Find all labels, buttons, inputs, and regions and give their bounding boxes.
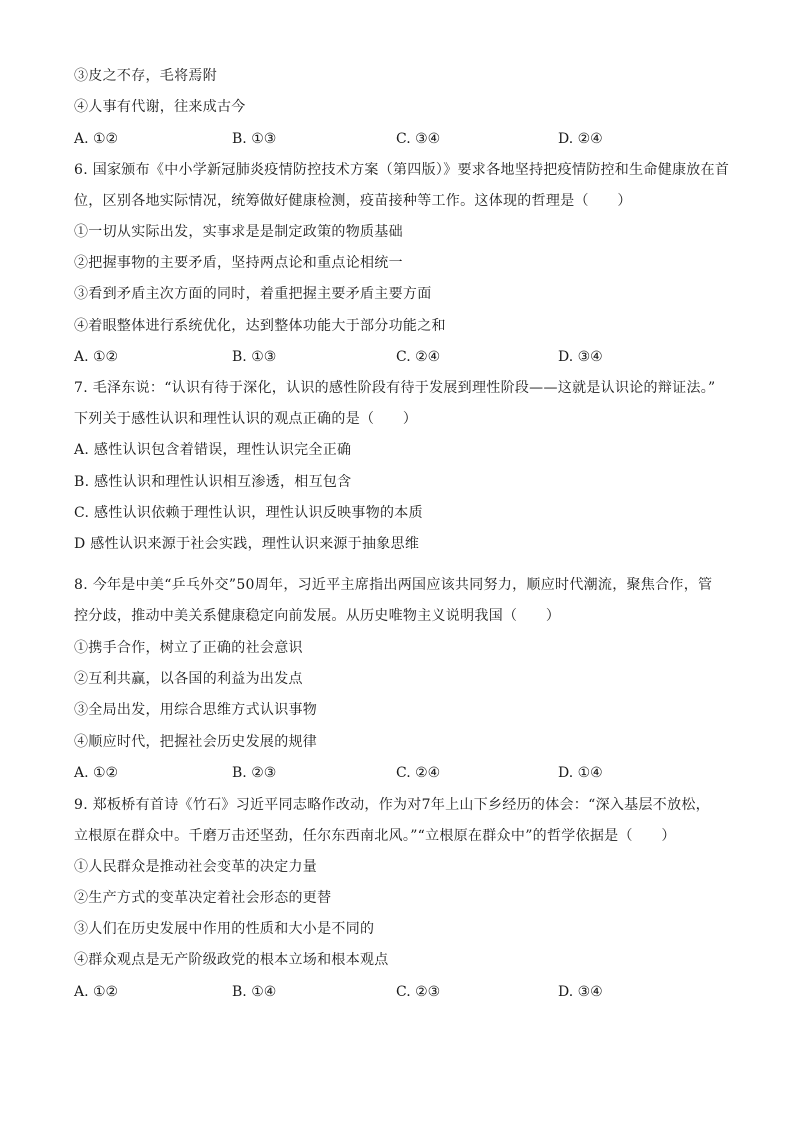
option-d: D. ③④ bbox=[558, 984, 603, 1000]
q9-statement-4: ④群众观点是无产阶级政党的根本立场和根本观点 bbox=[74, 952, 389, 968]
q8-statement-1: ①携手合作，树立了正确的社会意识 bbox=[74, 640, 303, 656]
options-row-q6 bbox=[74, 347, 734, 367]
q7-option-d: D 感性认识来源于社会实践，理性认识来源于抽象思维 bbox=[74, 536, 420, 552]
question-6-stem-line1: 6. 国家颁布《中小学新冠肺炎疫情防控技术方案（第四版）》要求各地坚持把疫情防控和生命健康放在首 bbox=[74, 162, 730, 178]
q6-statement-3: ③看到矛盾主次方面的同时，着重把握主要矛盾主要方面 bbox=[74, 286, 432, 302]
option-d: D. ③④ bbox=[558, 349, 603, 365]
option-b: B. ②③ bbox=[232, 765, 277, 781]
options-row-q8 bbox=[74, 763, 734, 783]
q9-statement-2: ②生产方式的变革决定着社会形态的更替 bbox=[74, 890, 332, 906]
options-row-q5 bbox=[74, 129, 734, 149]
option-a: A. ①② bbox=[74, 765, 119, 781]
statement-4: ④人事有代谢，往来成古今 bbox=[74, 99, 246, 115]
q6-statement-4: ④着眼整体进行系统优化，达到整体功能大于部分功能之和 bbox=[74, 318, 446, 334]
question-9-stem-line2: 立根原在群众中。千磨万击还坚劲，任尔东西南北风。”“立根原在群众中”的哲学依据是（ ） bbox=[74, 828, 676, 844]
q7-option-a: A. 感性认识包含着错误，理性认识完全正确 bbox=[74, 442, 352, 458]
option-c: C. ②④ bbox=[396, 349, 441, 365]
options-row-q9 bbox=[74, 982, 734, 1002]
option-b: B. ①③ bbox=[232, 349, 277, 365]
question-7-stem-line2: 下列关于感性认识和理性认识的观点正确的是（ ） bbox=[74, 411, 418, 427]
statement-3: ③皮之不存，毛将焉附 bbox=[74, 68, 217, 84]
q9-statement-1: ①人民群众是推动社会变革的决定力量 bbox=[74, 859, 318, 875]
question-6-stem-line2: 位，区别各地实际情况，统筹做好健康检测，疫苗接种等工作。这体现的哲理是（ ） bbox=[74, 193, 632, 209]
option-d: D. ①④ bbox=[558, 765, 603, 781]
question-8-stem-line1: 8. 今年是中美“乒乓外交”50周年，习近平主席指出两国应该共同努力，顺应时代潮流，聚焦合作，管 bbox=[74, 577, 713, 593]
q8-statement-2: ②互利共赢，以各国的利益为出发点 bbox=[74, 671, 303, 687]
option-a: A. ①② bbox=[74, 984, 119, 1000]
question-7-stem-line1: 7. 毛泽东说：“认识有待于深化，认识的感性阶段有待于发展到理性阶段——这就是认识论的辩证法。” bbox=[74, 380, 716, 396]
option-c: C. ②③ bbox=[396, 984, 441, 1000]
q8-statement-4: ④顺应时代，把握社会历史发展的规律 bbox=[74, 734, 318, 750]
option-a: A. ①② bbox=[74, 349, 119, 365]
option-a: A. ①② bbox=[74, 131, 119, 147]
option-b: B. ①④ bbox=[232, 984, 277, 1000]
q8-statement-3: ③全局出发，用综合思维方式认识事物 bbox=[74, 702, 318, 718]
option-c: C. ③④ bbox=[396, 131, 441, 147]
q9-statement-3: ③人们在历史发展中作用的性质和大小是不同的 bbox=[74, 921, 375, 937]
question-8-stem-line2: 控分歧，推动中美关系健康稳定向前发展。从历史唯物主义说明我国（ ） bbox=[74, 608, 561, 624]
q6-statement-2: ②把握事物的主要矛盾，坚持两点论和重点论相统一 bbox=[74, 255, 403, 271]
option-b: B. ①③ bbox=[232, 131, 277, 147]
q7-option-b: B. 感性认识和理性认识相互渗透，相互包含 bbox=[74, 474, 352, 490]
q7-option-c: C. 感性认识依赖于理性认识，理性认识反映事物的本质 bbox=[74, 505, 423, 521]
q6-statement-1: ①一切从实际出发，实事求是是制定政策的物质基础 bbox=[74, 224, 403, 240]
question-9-stem-line1: 9. 郑板桥有首诗《竹石》习近平同志略作改动，作为对7年上山下乡经历的体会：“深入基层不放松， bbox=[74, 797, 710, 813]
option-d: D. ②④ bbox=[558, 131, 603, 147]
option-c: C. ②④ bbox=[396, 765, 441, 781]
